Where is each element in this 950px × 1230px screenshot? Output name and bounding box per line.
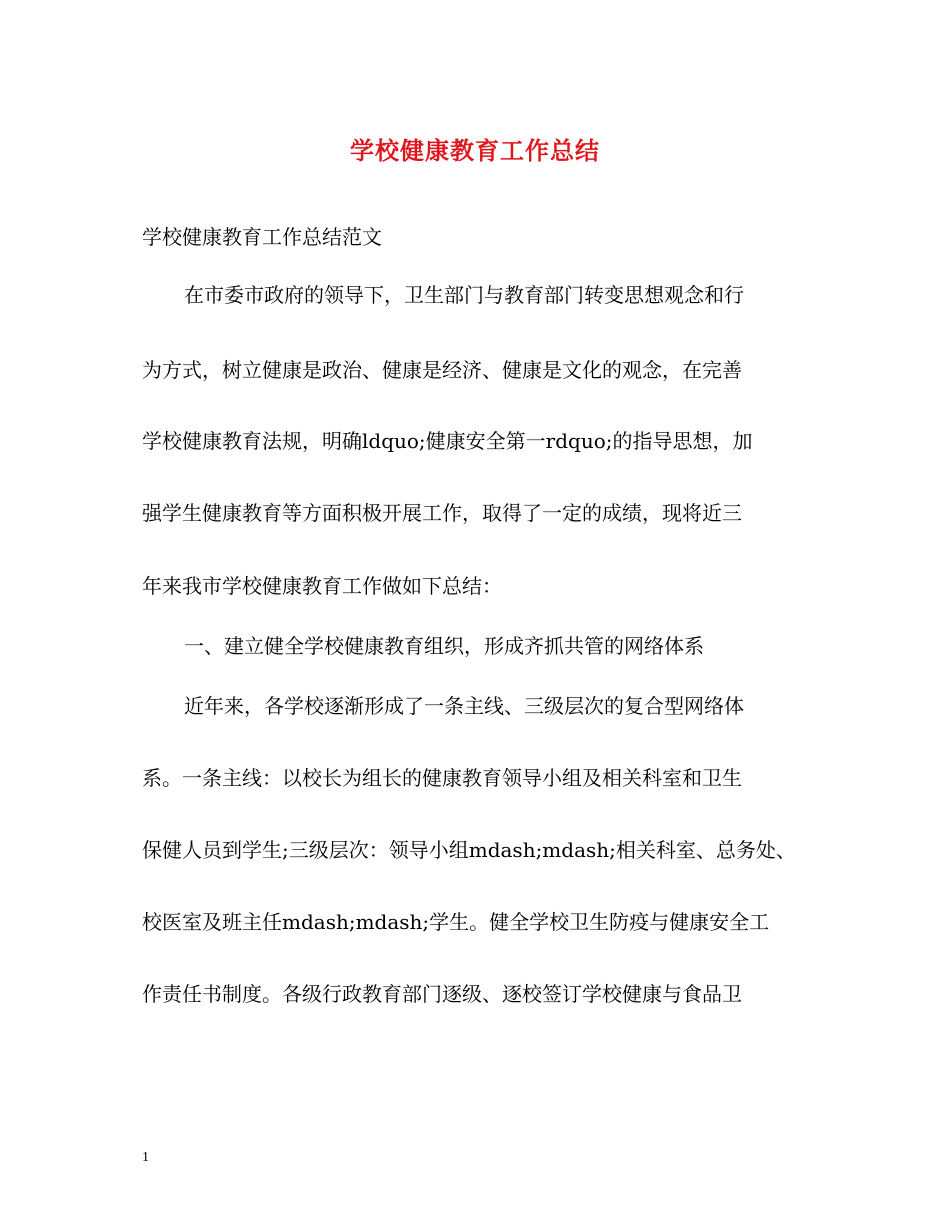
paragraph-1-line-3: 学校健康教育法规，明确ldquo;健康安全第一rdquo;的指导思想，加	[142, 429, 753, 453]
paragraph-2-line-3: 保健人员到学生;三级层次：领导小组mdash;mdash;相关科室、总务处、	[142, 838, 796, 862]
section-heading-1: 一、建立健全学校健康教育组织，形成齐抓共管的网络体系	[184, 634, 704, 658]
document-subtitle: 学校健康教育工作总结范文	[142, 225, 382, 249]
paragraph-1-line-2: 为方式，树立健康是政治、健康是经济、健康是文化的观念，在完善	[142, 358, 742, 382]
paragraph-1-line-4: 强学生健康教育等方面积极开展工作，取得了一定的成绩，现将近三	[142, 501, 742, 525]
paragraph-1-line-5: 年来我市学校健康教育工作做如下总结：	[142, 574, 502, 598]
paragraph-2-line-1: 近年来，各学校逐渐形成了一条主线、三级层次的复合型网络体	[184, 694, 744, 718]
paragraph-2-line-5: 作责任书制度。各级行政教育部门逐级、逐校签订学校健康与食品卫	[142, 982, 742, 1006]
paragraph-1-line-1: 在市委市政府的领导下，卫生部门与教育部门转变思想观念和行	[184, 283, 744, 307]
paragraph-2-line-4: 校医室及班主任mdash;mdash;学生。健全学校卫生防疫与健康安全工	[142, 910, 770, 934]
page-number: 1	[142, 1150, 149, 1165]
document-title: 学校健康教育工作总结	[350, 136, 600, 165]
paragraph-2-line-2: 系。一条主线：以校长为组长的健康教育领导小组及相关科室和卫生	[142, 766, 742, 790]
